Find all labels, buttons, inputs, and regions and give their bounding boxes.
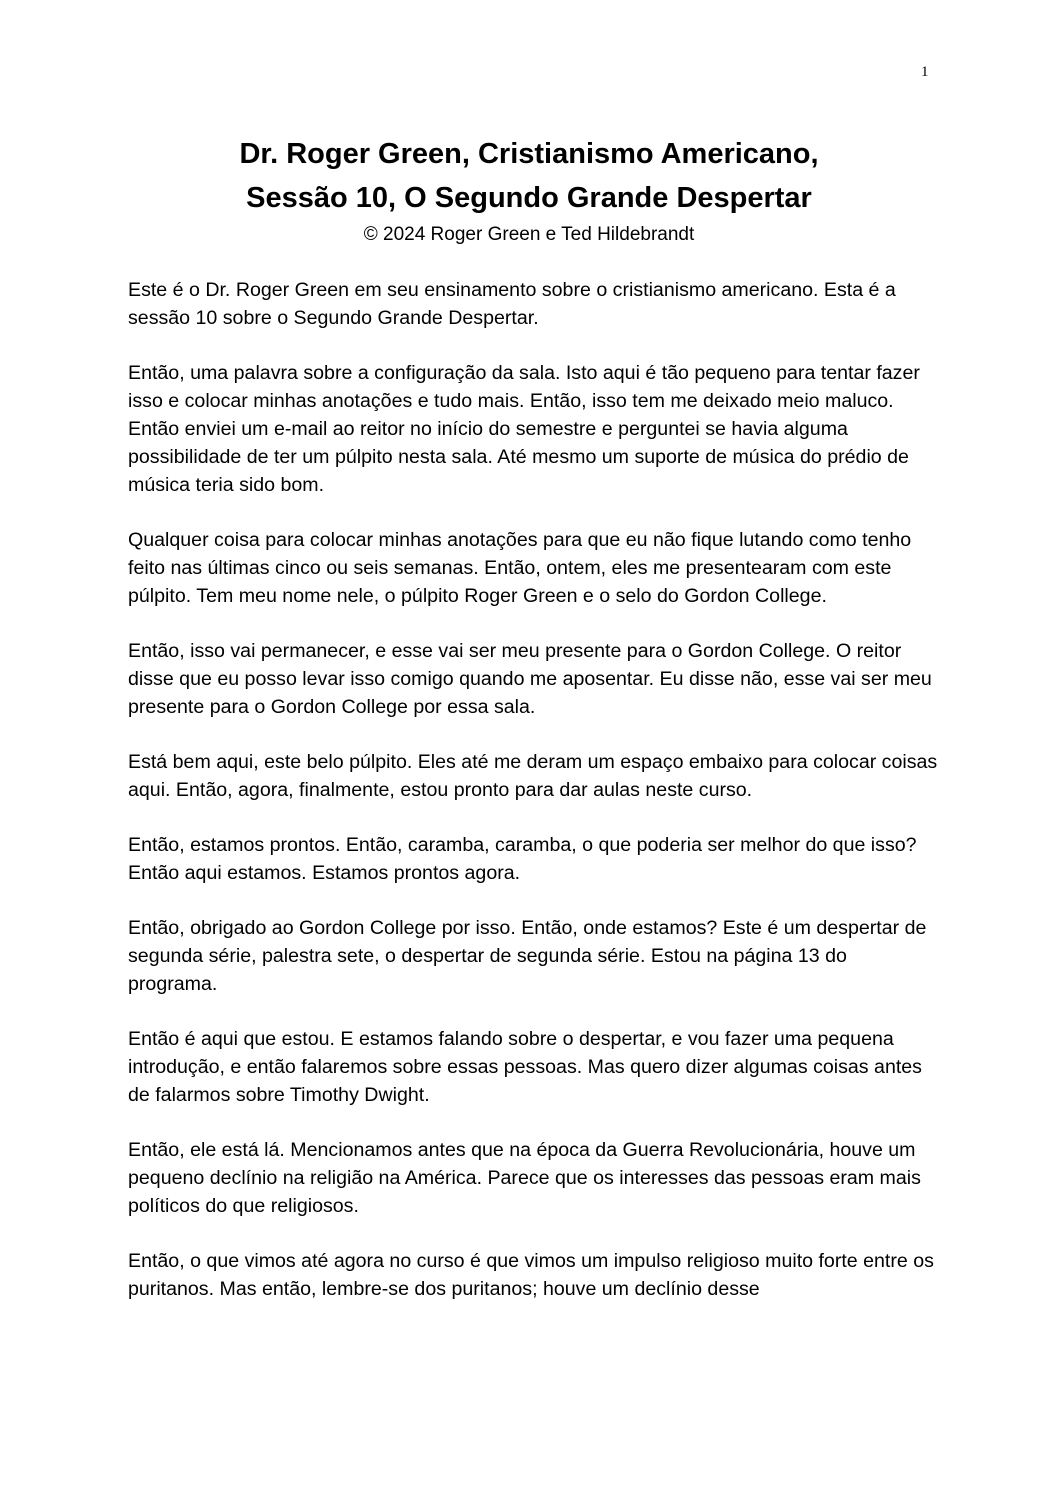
paragraph: Então, uma palavra sobre a configuração da sala. Isto aqui é tão pequeno para tentar fazer isso e colocar minhas anotações e tudo mais. Então, isso tem me deixado meio maluco. Então enviei um e-mail ao reitor no início do semestre e perguntei se havia alguma possibilidade de ter um púlpito nesta sala. Até mesmo um suporte de música do prédio de música teria sido bom. [128,362,920,496]
document-body [128,276,938,1330]
paragraph: Então, obrigado ao Gordon College por isso. Então, onde estamos? Este é um despertar de segunda série, palestra sete, o despertar de segunda série. Estou na página 13 do programa. [128,917,927,995]
title-line-2: Sessão 10, O Segundo Grande Despertar [246,182,812,214]
paragraph: Então, ele está lá. Mencionamos antes que na época da Guerra Revolucionária, houve um pequeno declínio na religião na América. Parece que os interesses das pessoas eram mais políticos do que religiosos. [128,1139,921,1217]
copyright-line: © 2024 Roger Green e Ted Hildebrandt [363,224,695,245]
page-number: 1 [921,64,929,80]
paragraph: Então é aqui que estou. E estamos falando sobre o despertar, e vou fazer uma pequena introdução, e então falaremos sobre essas pessoas. Mas quero dizer algumas coisas antes de falarmos sobre Timothy Dwight. [128,1028,922,1106]
paragraph: Está bem aqui, este belo púlpito. Eles até me deram um espaço embaixo para colocar coisas aqui. Então, agora, finalmente, estou pronto para dar aulas neste curso. [128,751,938,801]
document-title [0,132,1058,220]
paragraph: Então, o que vimos até agora no curso é que vimos um impulso religioso muito forte entre os puritanos. Mas então, lembre-se dos puritanos; houve um declínio desse [128,1250,934,1300]
title-line-1: Dr. Roger Green, Cristianismo Americano, [239,138,819,170]
paragraph: Qualquer coisa para colocar minhas anotações para que eu não fique lutando como tenho feito nas últimas cinco ou seis semanas. Então, ontem, eles me presentearam com este púlpito. Tem meu nome nele, o púlpito Roger Green e o selo do Gordon College. [128,529,912,607]
paragraph: Este é o Dr. Roger Green em seu ensinamento sobre o cristianismo americano. Esta é a sessão 10 sobre o Segundo Grande Despertar. [128,279,896,329]
paragraph: Então, isso vai permanecer, e esse vai ser meu presente para o Gordon College. O reitor disse que eu posso levar isso comigo quando me aposentar. Eu disse não, esse vai ser meu presente para o Gordon College por essa sala. [128,640,932,718]
paragraph: Então, estamos prontos. Então, caramba, caramba, o que poderia ser melhor do que isso? Então aqui estamos. Estamos prontos agora. [128,834,917,884]
